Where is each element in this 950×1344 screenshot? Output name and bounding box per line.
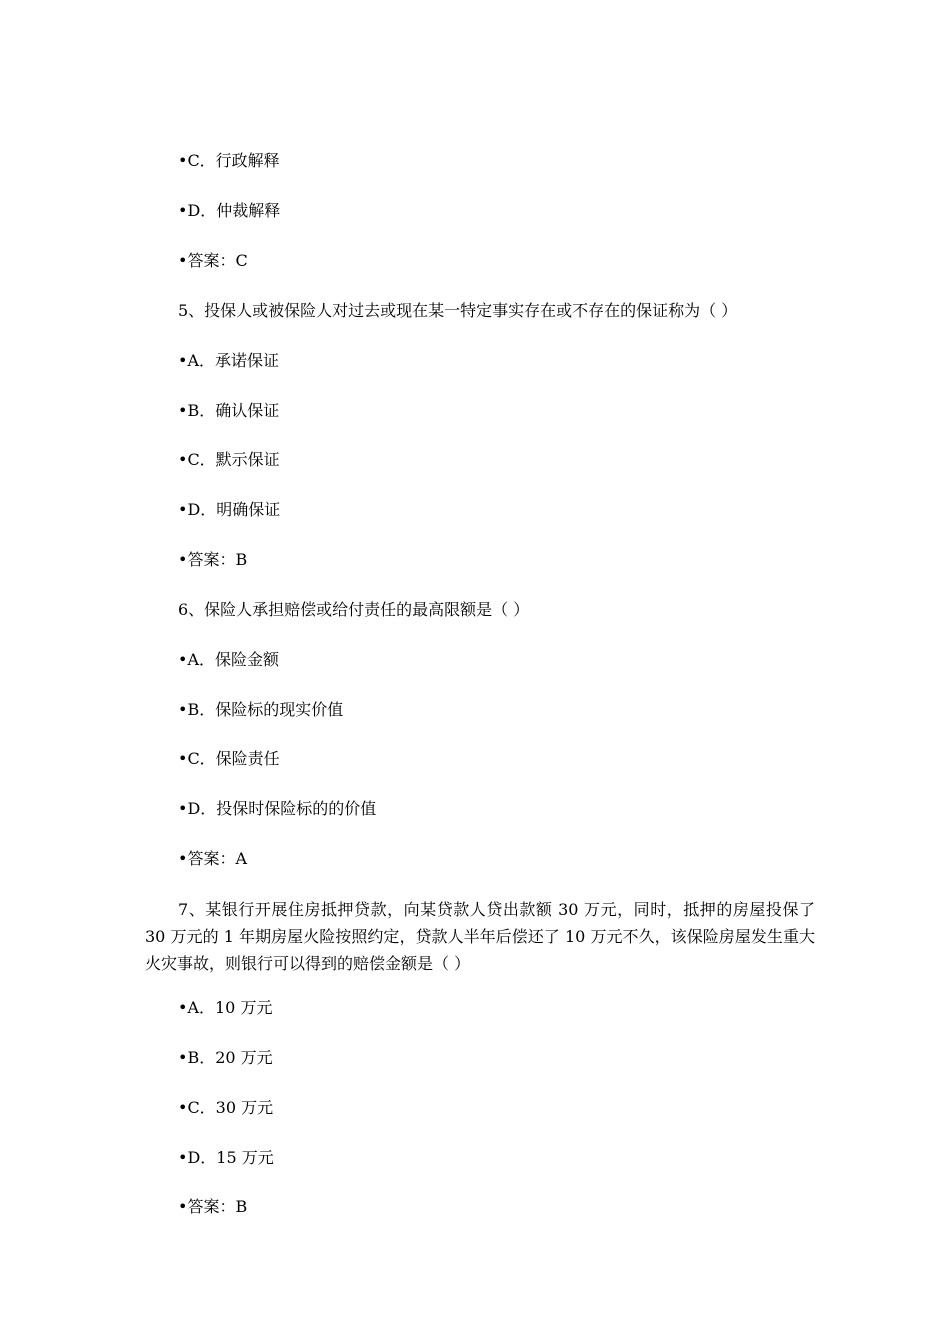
- q7-option-d: •D．15 万元: [178, 1148, 274, 1167]
- q4-option-c: •C．行政解释: [178, 151, 280, 170]
- q7-answer: •答案：B: [178, 1197, 248, 1216]
- q7-option-c: •C．30 万元: [178, 1098, 274, 1117]
- q6-question: 6、保险人承担赔偿或给付责任的最高限额是（ ）: [178, 600, 530, 619]
- q6-option-b: •B．保险标的现实价值: [178, 700, 344, 719]
- q4-answer: •答案：C: [178, 251, 248, 270]
- q5-answer: •答案：B: [178, 550, 248, 569]
- q6-option-d: •D．投保时保险标的的价值: [178, 799, 377, 818]
- q5-question: 5、投保人或被保险人对过去或现在某一特定事实存在或不存在的保证称为（ ）: [178, 301, 738, 320]
- q5-option-d: •D．明确保证: [178, 500, 281, 519]
- q5-option-a: •A．承诺保证: [178, 351, 279, 370]
- q7-option-b: •B．20 万元: [178, 1048, 273, 1067]
- q7-option-a: •A．10 万元: [178, 998, 273, 1017]
- q4-option-d: •D．仲裁解释: [178, 201, 281, 220]
- q6-option-a: •A．保险金额: [178, 650, 279, 669]
- q6-option-c: •C．保险责任: [178, 749, 280, 768]
- q5-option-b: •B．确认保证: [178, 401, 280, 420]
- q6-answer: •答案：A: [178, 849, 247, 868]
- q5-option-c: •C．默示保证: [178, 450, 280, 469]
- q7-question: 7、某银行开展住房抵押贷款，向某贷款人贷出款额 30 万元，同时，抵押的房屋投保了 30 万元的 1 年期房屋火险按照约定，贷款人半年后偿还了 10 万元不久，该保险房屋发生重大火灾事故，则银行可以得到的赔偿金额是（ ）: [145, 900, 815, 973]
